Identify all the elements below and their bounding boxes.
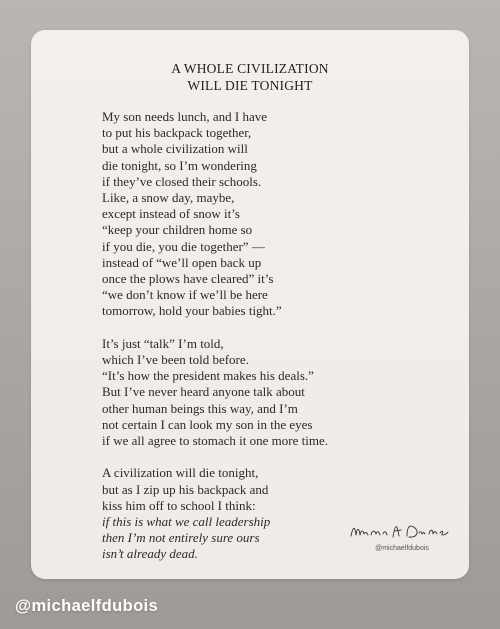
poem-card <box>31 30 469 579</box>
poem-stanza <box>102 109 442 320</box>
poem-line: then I’m not entirely sure ours <box>102 530 260 546</box>
poem-title-line: A WHOLE CIVILIZATION <box>171 61 329 76</box>
poem-line: “It’s how the president makes his deals.” <box>102 368 314 384</box>
poem-line: except instead of snow it’s <box>102 206 240 222</box>
poem-line: A civilization will die tonight, <box>102 465 259 481</box>
poem-line: My son needs lunch, and I have <box>102 109 267 124</box>
poem-body <box>102 109 442 579</box>
poem-line: instead of “we’ll open back up <box>102 254 262 270</box>
poem-line: tomorrow, hold your babies tight.” <box>102 303 282 319</box>
poem-line: but as I zip up his backpack and <box>102 481 269 497</box>
poem-line: It’s just “talk” I’m told, <box>102 335 224 351</box>
poem-title <box>31 60 469 94</box>
poem-line: if this is what we call leadership <box>102 514 271 530</box>
username-overlay[interactable]: @michaelfdubois <box>15 597 159 615</box>
poem-stanza <box>102 336 442 449</box>
poem-line: not certain I can look my son in the eyes <box>102 416 313 432</box>
poem-line: to put his backpack together, <box>102 125 252 141</box>
poem-line: once the plows have cleared” it’s <box>102 271 274 287</box>
poem-line: But I’ve never heard anyone talk about <box>102 384 305 400</box>
poem-title-line: WILL DIE TONIGHT <box>187 78 313 93</box>
signature-handle: @michaelfdubois <box>375 545 429 552</box>
signature-image <box>347 520 457 542</box>
poem-line: if we all agree to stomach it one more time. <box>102 433 328 449</box>
poem-line: which I’ve been told before. <box>102 352 249 368</box>
poem-line: isn’t already dead. <box>102 546 198 562</box>
poem-line: die tonight, so I’m wondering <box>102 157 257 173</box>
poem-line: “keep your children home so <box>102 222 253 238</box>
poem-line: “we don’t know if we’ll be here <box>102 287 268 303</box>
poem-line: but a whole civilization will <box>102 141 248 157</box>
poem-line: if they’ve closed their schools. <box>102 173 262 189</box>
poem-line: kiss him off to school I think: <box>102 497 256 513</box>
poem-line: Like, a snow day, maybe, <box>102 190 235 206</box>
poem-line: if you die, you die together” — <box>102 238 265 254</box>
poem-line: other human beings this way, and I’m <box>102 400 298 416</box>
